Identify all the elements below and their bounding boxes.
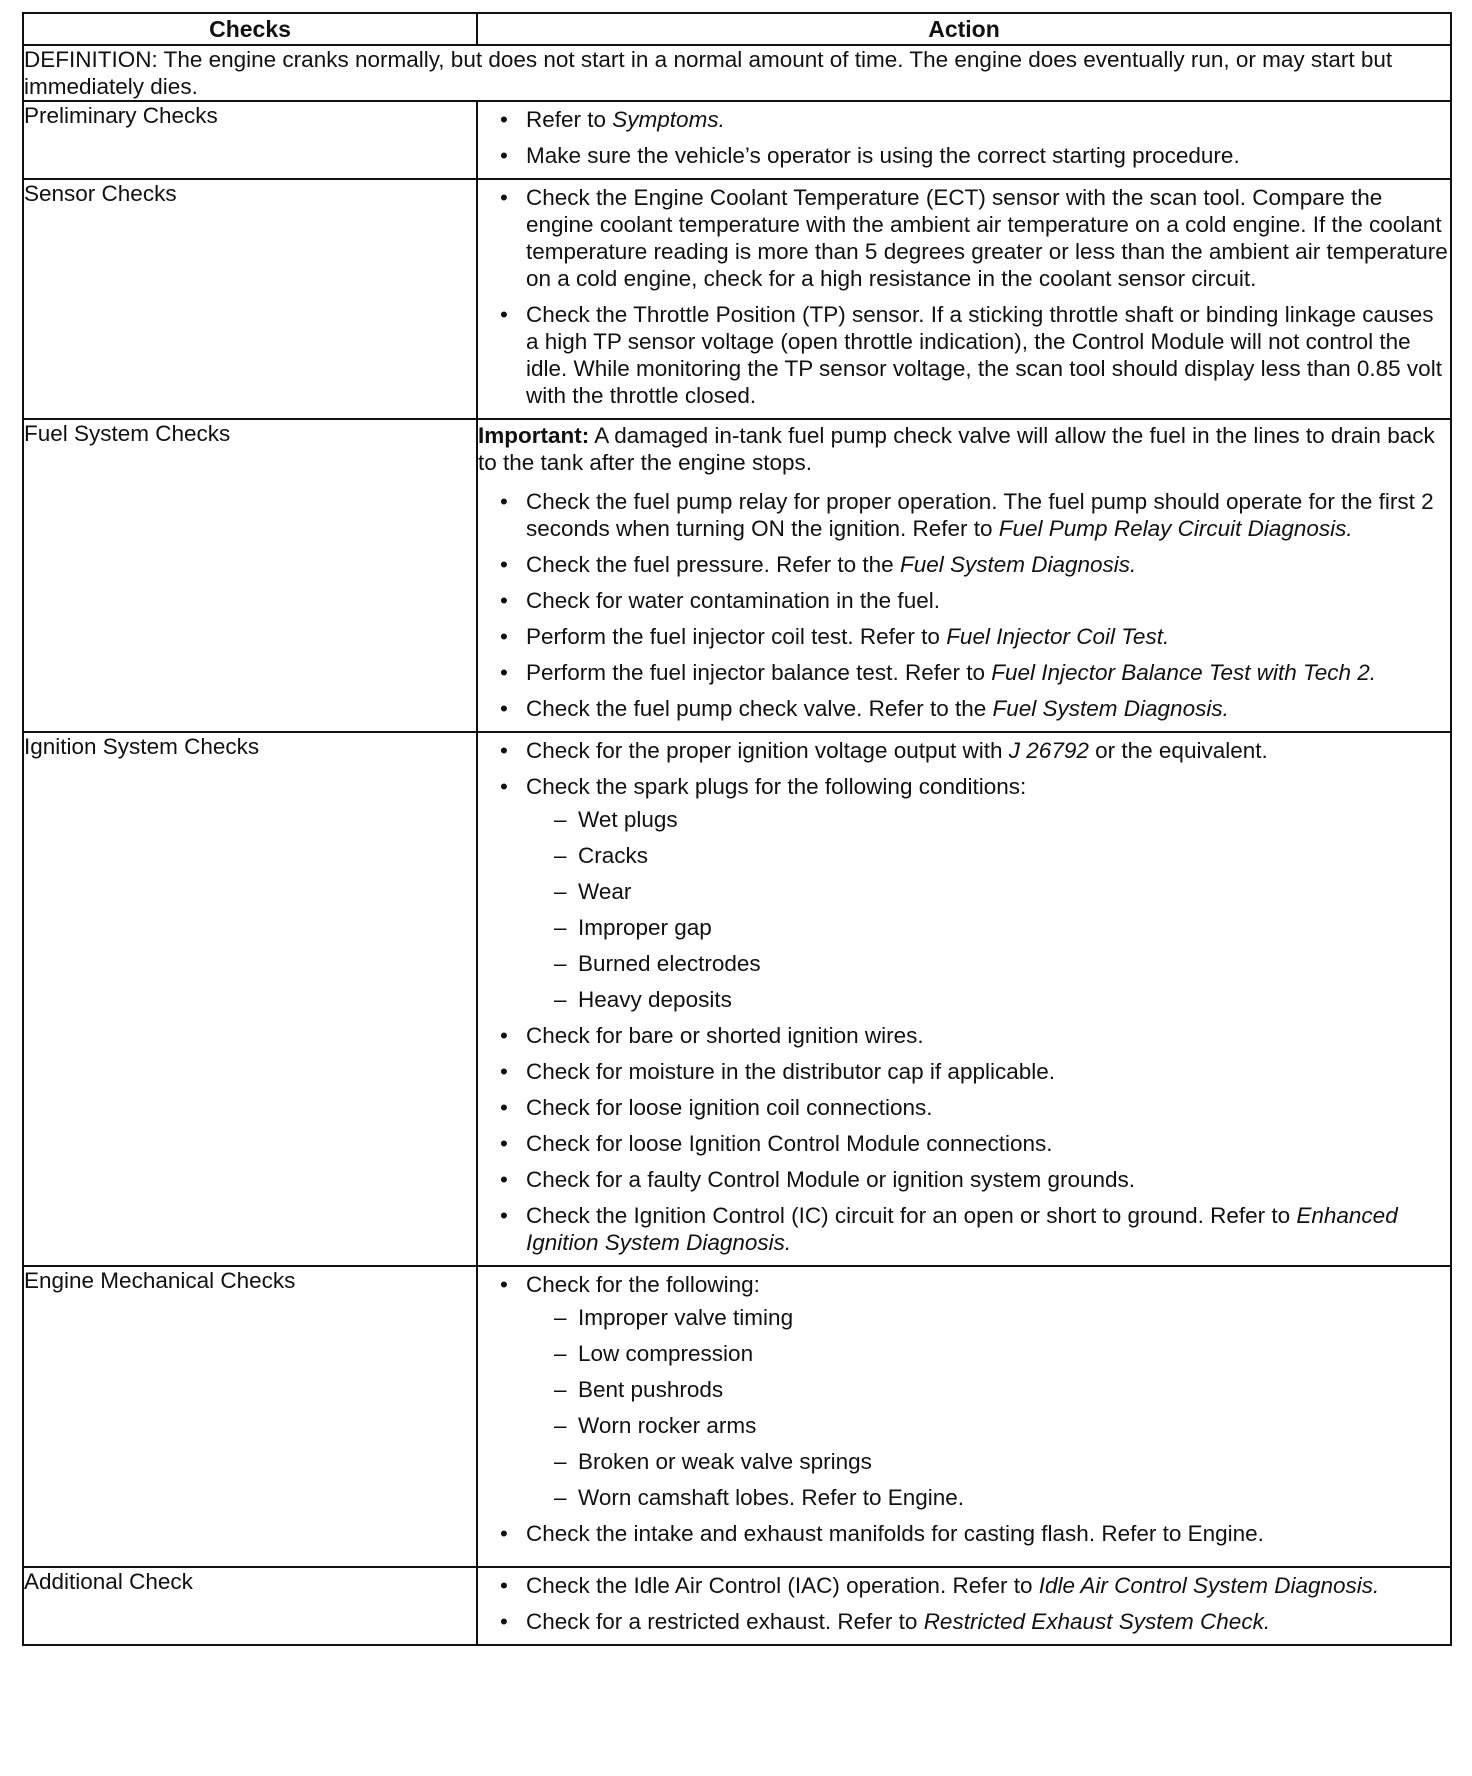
action-sensor — [477, 179, 1451, 419]
item-text: Check the fuel pump check valve. Refer to the — [526, 696, 993, 721]
action-preliminary — [477, 101, 1451, 179]
action-fuel — [477, 419, 1451, 732]
item-text: Check the Ignition Control (IC) circuit for an open or short to ground. Refer to — [526, 1203, 1297, 1228]
action-header: Action — [477, 13, 1451, 45]
table-row — [23, 1567, 1451, 1645]
item-text: Check the Idle Air Control (IAC) operation. Refer to — [526, 1573, 1039, 1598]
item-text: or the equivalent. — [1088, 738, 1268, 763]
reference: Restricted Exhaust System Check. — [923, 1609, 1271, 1634]
definition-row — [23, 45, 1451, 101]
check-sensor: Sensor Checks — [23, 179, 477, 419]
check-ignition: Ignition System Checks — [23, 732, 477, 1266]
item-text: Check for the following: — [526, 1272, 760, 1297]
header-row — [23, 13, 1451, 45]
reference: J 26792 — [1008, 738, 1089, 763]
sub-item: – Worn camshaft lobes. Refer to Engine. — [526, 1484, 1450, 1511]
list-item — [478, 1520, 1450, 1547]
list-item — [478, 773, 1450, 1013]
sub-item: – Cracks — [526, 842, 1450, 869]
sub-item: – Improper gap — [526, 914, 1450, 941]
item-text: Check the Engine Coolant Temperature (ECT) sensor with the scan tool. Compare the engine coolant temperature with the ambient air temperature on a cold engine. If the coolant temperature reading is more than 5 degrees greater or less than the ambient air temperature on a cold engine, check for a high resistance in the coolant sensor circuit. — [526, 185, 1448, 291]
important-note — [478, 420, 1450, 484]
item-text: Check the spark plugs for the following conditions: — [526, 774, 1027, 799]
table-row — [23, 419, 1451, 732]
action-ignition — [477, 732, 1451, 1266]
diagnostic-table — [22, 12, 1452, 1646]
sub-item: – Heavy deposits — [526, 986, 1450, 1013]
table-row — [23, 732, 1451, 1266]
list-item — [478, 1166, 1450, 1193]
item-text: Perform the fuel injector balance test. Refer to — [526, 660, 992, 685]
item-text: Check the intake and exhaust manifolds for casting flash. Refer to Engine. — [526, 1521, 1264, 1546]
item-text: Check for water contamination in the fuel. — [526, 588, 940, 613]
item-text: Check for moisture in the distributor cap if applicable. — [526, 1059, 1056, 1084]
list-item — [478, 184, 1450, 292]
item-text: Check for the proper ignition voltage output with — [526, 738, 1009, 763]
check-additional: Additional Check — [23, 1567, 477, 1645]
list-item — [478, 1608, 1450, 1635]
sub-item: – Bent pushrods — [526, 1376, 1450, 1403]
reference: Fuel Injector Balance Test with Tech 2. — [991, 660, 1377, 685]
reference: Fuel Injector Coil Test. — [946, 624, 1170, 649]
sub-item: – Broken or weak valve springs — [526, 1448, 1450, 1475]
check-preliminary: Preliminary Checks — [23, 101, 477, 179]
list-item — [478, 659, 1450, 686]
list-item — [478, 1130, 1450, 1157]
reference: Enhanced Ignition System Diagnosis. — [526, 1203, 1398, 1255]
item-text: Refer to — [526, 107, 613, 132]
item-text: Make sure the vehicle’s operator is using the correct starting procedure. — [526, 143, 1240, 168]
sub-item: – Wear — [526, 878, 1450, 905]
item-text: Check the Throttle Position (TP) sensor. If a sticking throttle shaft or binding linkage causes a high TP sensor voltage (open throttle indication), the Control Module will not control the idle. While monitoring the TP sensor voltage, the scan tool should display less than 0.85 volt with the throttle closed. — [526, 302, 1442, 408]
spacer — [478, 1556, 1450, 1566]
list-item — [478, 1202, 1450, 1256]
item-text: Check for loose ignition coil connections. — [526, 1095, 933, 1120]
sub-item: – Wet plugs — [526, 806, 1450, 833]
list-item — [478, 1058, 1450, 1085]
reference: Symptoms. — [612, 107, 725, 132]
list-item — [478, 1572, 1450, 1599]
checks-header: Checks — [23, 13, 477, 45]
check-fuel: Fuel System Checks — [23, 419, 477, 732]
check-mechanical: Engine Mechanical Checks — [23, 1266, 477, 1567]
item-text: Check for a faulty Control Module or ignition system grounds. — [526, 1167, 1136, 1192]
item-text: Check the fuel pressure. Refer to the — [526, 552, 900, 577]
list-item — [478, 1094, 1450, 1121]
list-item — [478, 551, 1450, 578]
action-mechanical — [477, 1266, 1451, 1567]
reference: Idle Air Control System Diagnosis. — [1038, 1573, 1380, 1598]
action-additional — [477, 1567, 1451, 1645]
table-row — [23, 1266, 1451, 1567]
sub-item: – Burned electrodes — [526, 950, 1450, 977]
reference: Fuel System Diagnosis. — [899, 552, 1137, 577]
list-item — [478, 301, 1450, 409]
item-text: Check for bare or shorted ignition wires. — [526, 1023, 924, 1048]
list-item — [478, 106, 1450, 133]
definition-text: DEFINITION: The engine cranks normally, but does not start in a normal amount of time. The engine does eventually run, or may start but immediately dies. — [23, 45, 1451, 101]
important-text: A damaged in-tank fuel pump check valve will allow the fuel in the lines to drain back to the tank after the engine stops. — [478, 423, 1435, 475]
sub-item: – Improper valve timing — [526, 1304, 1450, 1331]
table-row — [23, 101, 1451, 179]
list-item — [478, 737, 1450, 764]
item-text: Check for a restricted exhaust. Refer to — [526, 1609, 924, 1634]
list-item — [478, 488, 1450, 542]
table-row — [23, 179, 1451, 419]
list-item — [478, 587, 1450, 614]
item-text: Check for loose Ignition Control Module connections. — [526, 1131, 1053, 1156]
sub-item: – Worn rocker arms — [526, 1412, 1450, 1439]
list-item — [478, 142, 1450, 169]
list-item — [478, 1271, 1450, 1511]
reference: Fuel Pump Relay Circuit Diagnosis. — [998, 516, 1353, 541]
reference: Fuel System Diagnosis. — [992, 696, 1229, 721]
sub-item: – Low compression — [526, 1340, 1450, 1367]
item-text: Perform the fuel injector coil test. Refer to — [526, 624, 947, 649]
item-text: Check the fuel pump relay for proper operation. The fuel pump should operate for the first 2 seconds when turning ON the ignition. Refer to — [526, 489, 1434, 541]
list-item — [478, 623, 1450, 650]
list-item — [478, 695, 1450, 722]
list-item — [478, 1022, 1450, 1049]
important-label: Important: — [478, 423, 590, 448]
